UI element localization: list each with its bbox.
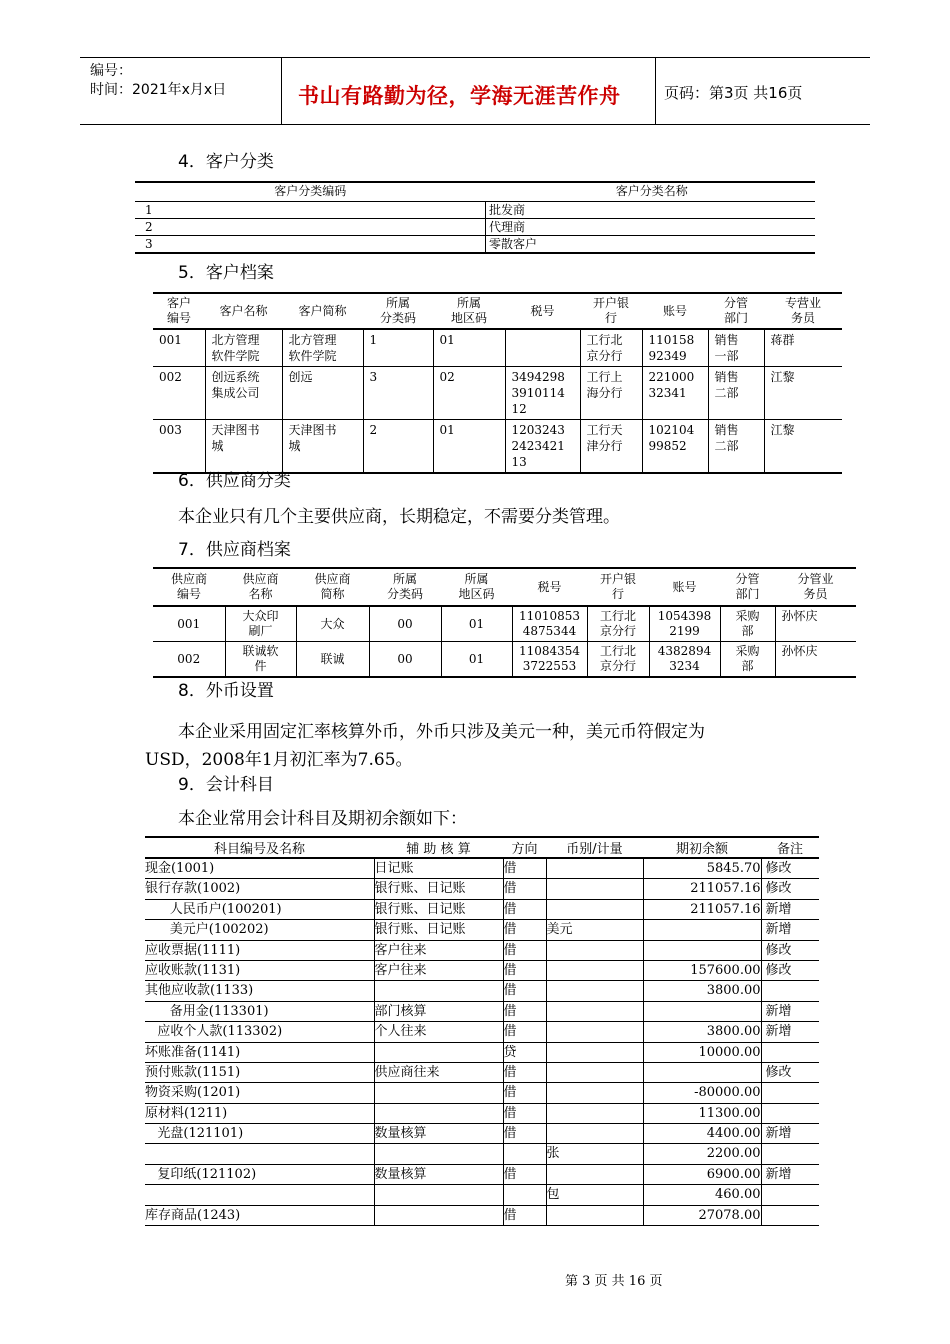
- doc-time-label: 时间：2021年x月x日: [90, 82, 227, 98]
- table-cell: [546, 981, 643, 1001]
- table-cell: 6900.00: [643, 1164, 761, 1184]
- table-cell: 借: [503, 1205, 546, 1225]
- table-cell: 3800.00: [643, 1022, 761, 1042]
- table-cell: [374, 1144, 503, 1164]
- table-cell: 4400.00: [643, 1124, 761, 1144]
- table-cell: 修改: [761, 960, 819, 980]
- table-cell: 新增: [761, 1124, 819, 1144]
- column-header: 专营业 务员: [764, 293, 842, 329]
- table-row: [135, 236, 815, 254]
- table-cell: [546, 858, 643, 879]
- table-cell: 天津图书 城: [205, 420, 282, 474]
- table-cell: 新增: [761, 1164, 819, 1184]
- table-cell: [546, 1062, 643, 1082]
- section-title: 9．会计科目: [178, 775, 274, 795]
- table-cell: 采购 部: [720, 606, 775, 642]
- paragraph: 本企业只有几个主要供应商，长期稳定，不需要分类管理。: [178, 507, 620, 527]
- table-cell: 借: [503, 1001, 546, 1021]
- table-cell: 借: [503, 1164, 546, 1184]
- table-row: [145, 1144, 819, 1164]
- table-cell: [761, 1083, 819, 1103]
- table-cell: [145, 1185, 374, 1205]
- table-cell: -80000.00: [643, 1083, 761, 1103]
- table-cell: 3: [135, 236, 486, 254]
- table-cell: 大众印 刷厂: [225, 606, 296, 642]
- header-top-rule: [80, 57, 870, 58]
- table-cell: [503, 1185, 546, 1205]
- table-cell: 借: [503, 899, 546, 919]
- table-cell: [761, 1205, 819, 1225]
- table-cell: 修改: [761, 1062, 819, 1082]
- table-cell: [374, 981, 503, 1001]
- table-cell: 002: [153, 367, 205, 420]
- section-title: 8．外币设置: [178, 681, 274, 701]
- table-cell: 孙怀庆: [775, 642, 856, 678]
- table-cell: 110158 92349: [642, 329, 708, 367]
- table-cell: 1: [135, 202, 486, 219]
- table-row: [153, 329, 842, 367]
- table-cell: [546, 879, 643, 899]
- supplier-archive-table: [153, 567, 856, 678]
- table-cell: 客户往来: [374, 960, 503, 980]
- table-cell: 10000.00: [643, 1042, 761, 1062]
- table-cell: 002: [153, 642, 225, 678]
- table-row: [145, 960, 819, 980]
- section-title: 6．供应商分类: [178, 471, 291, 491]
- table-cell: [761, 1103, 819, 1123]
- table-cell: 包: [546, 1185, 643, 1205]
- table-row: [145, 1042, 819, 1062]
- column-header: 开户银 行: [587, 568, 649, 606]
- column-header: 供应商 编号: [153, 568, 225, 606]
- table-cell: 借: [503, 960, 546, 980]
- table-cell: 211057.16: [643, 879, 761, 899]
- account-table: [145, 836, 819, 1226]
- table-cell: 工行天 津分行: [580, 420, 642, 474]
- table-cell: 工行北 京分行: [587, 642, 649, 678]
- table-cell: 备用金(113301): [145, 1001, 374, 1021]
- table-cell: 创远系统 集成公司: [205, 367, 282, 420]
- table-cell: 销售 一部: [708, 329, 764, 367]
- table-cell: 11010853 4875344: [512, 606, 587, 642]
- column-header: 备注: [761, 837, 819, 858]
- table-row: [153, 367, 842, 420]
- table-cell: 工行北 京分行: [587, 606, 649, 642]
- table-row: [153, 606, 856, 642]
- table-row: [145, 1022, 819, 1042]
- table-cell: [643, 920, 761, 940]
- table-row: [145, 1185, 819, 1205]
- table-cell: 客户往来: [374, 940, 503, 960]
- header-page-label: 页码：第3页 共16页: [664, 84, 803, 102]
- column-header: 辅 助 核 算: [374, 837, 503, 858]
- table-cell: 数量核算: [374, 1164, 503, 1184]
- table-row: [145, 981, 819, 1001]
- table-cell: 3: [363, 367, 433, 420]
- column-header: 所属 分类码: [363, 293, 433, 329]
- table-cell: 工行上 海分行: [580, 367, 642, 420]
- table-cell: [546, 1103, 643, 1123]
- table-cell: 银行账、日记账: [374, 879, 503, 899]
- table-cell: [761, 1185, 819, 1205]
- table-cell: 借: [503, 858, 546, 879]
- table-cell: 坏账准备(1141): [145, 1042, 374, 1062]
- table-cell: 工行北 京分行: [580, 329, 642, 367]
- table-cell: 代理商: [486, 219, 816, 236]
- column-header: 客户 编号: [153, 293, 205, 329]
- table-cell: 江黎: [764, 420, 842, 474]
- table-header-row: [153, 568, 856, 606]
- table-cell: 新增: [761, 920, 819, 940]
- paragraph: 本企业采用固定汇率核算外币，外币只涉及美元一种，美元币符假定为: [178, 722, 705, 742]
- table-cell: 新增: [761, 1001, 819, 1021]
- table-cell: 02: [433, 367, 505, 420]
- table-cell: 采购 部: [720, 642, 775, 678]
- table-cell: 借: [503, 1022, 546, 1042]
- table-cell: 3800.00: [643, 981, 761, 1001]
- table-cell: 借: [503, 879, 546, 899]
- table-cell: 借: [503, 1124, 546, 1144]
- column-header: 所属 地区码: [433, 293, 505, 329]
- column-header: 税号: [512, 568, 587, 606]
- column-header: 客户分类名称: [486, 182, 816, 202]
- table-cell: 01: [433, 329, 505, 367]
- table-cell: 贷: [503, 1042, 546, 1062]
- table-row: [153, 642, 856, 678]
- table-cell: 零散客户: [486, 236, 816, 254]
- table-cell: 修改: [761, 940, 819, 960]
- table-cell: 天津图书 城: [282, 420, 363, 474]
- table-cell: 新增: [761, 899, 819, 919]
- table-cell: 借: [503, 1062, 546, 1082]
- table-cell: 销售 二部: [708, 420, 764, 474]
- table-cell: 修改: [761, 858, 819, 879]
- table-row: [145, 1124, 819, 1144]
- table-cell: 数量核算: [374, 1124, 503, 1144]
- table-cell: 批发商: [486, 202, 816, 219]
- table-cell: [374, 1205, 503, 1225]
- table-row: [145, 858, 819, 879]
- table-cell: [546, 1124, 643, 1144]
- column-header: 所属 分类码: [369, 568, 441, 606]
- table-cell: 复印纸(121102): [145, 1164, 374, 1184]
- table-cell: 001: [153, 329, 205, 367]
- table-row: [135, 219, 815, 236]
- table-cell: [643, 1001, 761, 1021]
- table-row: [145, 1164, 819, 1184]
- table-cell: [546, 1205, 643, 1225]
- table-cell: 借: [503, 1083, 546, 1103]
- table-cell: 蒋群: [764, 329, 842, 367]
- column-header: 客户名称: [205, 293, 282, 329]
- table-cell: 日记账: [374, 858, 503, 879]
- table-row: [145, 920, 819, 940]
- table-cell: 个人往来: [374, 1022, 503, 1042]
- table-cell: 借: [503, 1103, 546, 1123]
- table-cell: 00: [369, 606, 441, 642]
- table-cell: 2: [363, 420, 433, 474]
- column-header: 客户分类编码: [135, 182, 486, 202]
- column-header: 币别/计量: [546, 837, 643, 858]
- table-cell: 01: [441, 606, 512, 642]
- table-cell: 库存商品(1243): [145, 1205, 374, 1225]
- table-cell: [546, 1083, 643, 1103]
- table-cell: 11084354 3722553: [512, 642, 587, 678]
- table-cell: 人民币户(100201): [145, 899, 374, 919]
- table-cell: 2: [135, 219, 486, 236]
- table-cell: 销售 二部: [708, 367, 764, 420]
- table-cell: 003: [153, 420, 205, 474]
- column-header: 方向: [503, 837, 546, 858]
- customer-class-table: [135, 181, 815, 254]
- column-header: 客户简称: [282, 293, 363, 329]
- table-header-row: [135, 182, 815, 202]
- table-cell: [374, 1103, 503, 1123]
- table-cell: [546, 960, 643, 980]
- table-row: [145, 1103, 819, 1123]
- table-cell: [374, 1185, 503, 1205]
- table-cell: 211057.16: [643, 899, 761, 919]
- column-header: 分管 部门: [720, 568, 775, 606]
- table-row: [145, 1001, 819, 1021]
- table-cell: 北方管理 软件学院: [205, 329, 282, 367]
- table-cell: 1054398 2199: [649, 606, 720, 642]
- table-cell: [761, 1144, 819, 1164]
- table-cell: 物资采购(1201): [145, 1083, 374, 1103]
- table-cell: 现金(1001): [145, 858, 374, 879]
- table-cell: 联诚: [296, 642, 369, 678]
- table-cell: [546, 899, 643, 919]
- table-cell: [643, 1062, 761, 1082]
- table-cell: 11300.00: [643, 1103, 761, 1123]
- table-cell: [145, 1144, 374, 1164]
- table-cell: [374, 1042, 503, 1062]
- table-cell: 应收账款(1131): [145, 960, 374, 980]
- column-header: 分管 部门: [708, 293, 764, 329]
- column-header: 期初余额: [643, 837, 761, 858]
- column-header: 账号: [649, 568, 720, 606]
- table-row: [145, 940, 819, 960]
- table-cell: [505, 329, 580, 367]
- table-row: [145, 1062, 819, 1082]
- table-cell: 01: [441, 642, 512, 678]
- table-row: [145, 899, 819, 919]
- table-cell: [546, 1001, 643, 1021]
- paragraph: 本企业常用会计科目及期初余额如下：: [178, 809, 467, 829]
- table-cell: 2200.00: [643, 1144, 761, 1164]
- table-cell: 460.00: [643, 1185, 761, 1205]
- table-cell: 大众: [296, 606, 369, 642]
- column-header: 分管业 务员: [775, 568, 856, 606]
- table-cell: [643, 940, 761, 960]
- column-header: 所属 地区码: [441, 568, 512, 606]
- table-cell: 银行账、日记账: [374, 899, 503, 919]
- header-motto: 书山有路勤为径，学海无涯苦作舟: [298, 84, 621, 108]
- customer-archive-table: [153, 292, 842, 474]
- table-cell: 美元: [546, 920, 643, 940]
- page-footer: 第 3 页 共 16 页: [565, 1274, 663, 1289]
- table-header-row: [145, 837, 819, 858]
- column-header: 开户银 行: [580, 293, 642, 329]
- table-cell: 应收票据(1111): [145, 940, 374, 960]
- column-header: 税号: [505, 293, 580, 329]
- table-row: [135, 202, 815, 219]
- table-cell: 部门核算: [374, 1001, 503, 1021]
- table-cell: [761, 1042, 819, 1062]
- section-title: 4．客户分类: [178, 152, 274, 172]
- table-cell: 221000 32341: [642, 367, 708, 420]
- table-cell: 北方管理 软件学院: [282, 329, 363, 367]
- table-cell: 新增: [761, 1022, 819, 1042]
- table-cell: [546, 1042, 643, 1062]
- doc-number-label: 编号：: [90, 63, 132, 79]
- table-cell: [761, 981, 819, 1001]
- table-cell: 光盘(121101): [145, 1124, 374, 1144]
- table-cell: 供应商往来: [374, 1062, 503, 1082]
- table-cell: 原材料(1211): [145, 1103, 374, 1123]
- table-cell: 157600.00: [643, 960, 761, 980]
- header-divider: [655, 57, 656, 124]
- paragraph: USD，2008年1月初汇率为7.65。: [145, 750, 413, 770]
- table-cell: 3494298 3910114 12: [505, 367, 580, 420]
- table-cell: 美元户(100202): [145, 920, 374, 940]
- table-row: [145, 1083, 819, 1103]
- table-cell: 4382894 3234: [649, 642, 720, 678]
- table-cell: 江黎: [764, 367, 842, 420]
- table-cell: 银行账、日记账: [374, 920, 503, 940]
- table-row: [145, 1205, 819, 1225]
- table-cell: 5845.70: [643, 858, 761, 879]
- table-cell: 应收个人款(113302): [145, 1022, 374, 1042]
- table-cell: 1: [363, 329, 433, 367]
- table-cell: 张: [546, 1144, 643, 1164]
- section-title: 5．客户档案: [178, 263, 274, 283]
- column-header: 账号: [642, 293, 708, 329]
- table-cell: [546, 1164, 643, 1184]
- table-row: [145, 879, 819, 899]
- table-cell: 27078.00: [643, 1205, 761, 1225]
- table-row: [153, 420, 842, 474]
- table-cell: 银行存款(1002): [145, 879, 374, 899]
- column-header: 供应商 名称: [225, 568, 296, 606]
- column-header: 供应商 简称: [296, 568, 369, 606]
- table-cell: 00: [369, 642, 441, 678]
- table-cell: 1203243 2423421 13: [505, 420, 580, 474]
- table-header-row: [153, 293, 842, 329]
- table-cell: 修改: [761, 879, 819, 899]
- table-cell: [374, 1083, 503, 1103]
- column-header: 科目编号及名称: [145, 837, 374, 858]
- section-title: 7．供应商档案: [178, 540, 291, 560]
- table-cell: [546, 940, 643, 960]
- header-bottom-rule: [80, 124, 870, 125]
- header-divider: [281, 57, 282, 124]
- table-cell: 102104 99852: [642, 420, 708, 474]
- table-cell: [503, 1144, 546, 1164]
- table-cell: 借: [503, 981, 546, 1001]
- table-cell: 联诚软 件: [225, 642, 296, 678]
- table-cell: 借: [503, 940, 546, 960]
- table-cell: 其他应收款(1133): [145, 981, 374, 1001]
- table-cell: 借: [503, 920, 546, 940]
- table-cell: 预付账款(1151): [145, 1062, 374, 1082]
- table-cell: 创远: [282, 367, 363, 420]
- table-cell: [546, 1022, 643, 1042]
- table-cell: 001: [153, 606, 225, 642]
- table-cell: 01: [433, 420, 505, 474]
- table-cell: 孙怀庆: [775, 606, 856, 642]
